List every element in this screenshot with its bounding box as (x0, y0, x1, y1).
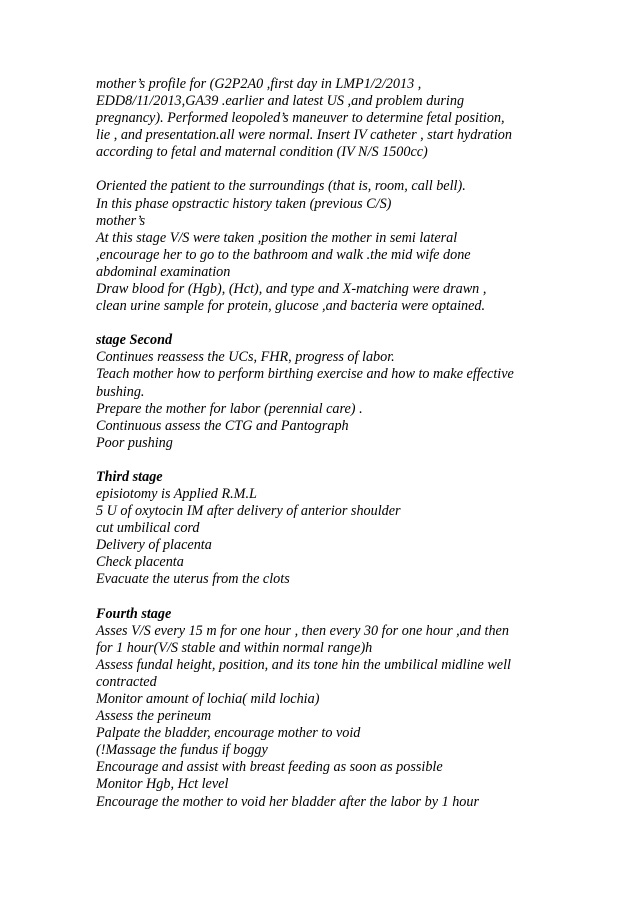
text-line: Assess the perineum (96, 708, 212, 725)
text-line: cut umbilical cord (96, 520, 200, 537)
text-line: bushing. (96, 383, 145, 400)
document-body (96, 76, 556, 811)
section-heading-second-stage: stage Second (96, 332, 173, 349)
paragraph-gap (96, 452, 556, 469)
text-line: Teach mother how to perform birthing exercise and how to make effective (96, 366, 514, 383)
text-line: pregnancy). Performed leopoled’s maneuver to determine fetal position, (96, 110, 505, 127)
text-line: Oriented the patient to the surroundings (that is, room, call bell). (96, 178, 466, 195)
section-heading-fourth-stage: Fourth stage (96, 605, 172, 622)
text-line: clean urine sample for protein, glucose ,and bacteria were optained. (96, 298, 486, 315)
text-line: Poor pushing (96, 434, 173, 451)
text-line: At this stage V/S were taken ,position the mother in semi lateral (96, 229, 458, 246)
text-line: Monitor amount of lochia( mild lochia) (96, 691, 320, 707)
text-line: episiotomy is Applied R.M.L (96, 485, 257, 502)
text-line: Delivery of placenta (96, 537, 212, 554)
text-line: mother’s (96, 212, 146, 229)
section-heading-third-stage: Third stage (96, 468, 163, 485)
text-line: Evacuate the uterus from the clots (96, 571, 290, 588)
paragraph-gap (96, 161, 556, 178)
text-line: Prepare the mother for labor (perennial care) . (96, 400, 363, 417)
text-line: mother’s profile for (G2P2A0 ,first day in LMP1/2/2013 , (96, 76, 422, 92)
first-block (96, 178, 556, 315)
text-line: Asses V/S every 15 m for one hour , then every 30 for one hour ,and then (96, 622, 509, 639)
text-line: according to fetal and maternal condition (IV N/S 1500cc) (96, 144, 428, 161)
text-line: Encourage the mother to void her bladder after the labor by 1 hour (96, 793, 480, 810)
text-line: Check placenta (96, 554, 184, 571)
text-line: EDD8/11/2013,GA39 .earlier and latest US ,and problem during (96, 93, 465, 110)
text-line: for 1 hour(V/S stable and within normal range)h (96, 639, 373, 656)
paragraph-gap (96, 589, 556, 606)
text-line: Palpate the bladder, encourage mother to void (96, 725, 361, 742)
text-line: lie , and presentation.all were normal. Insert IV catheter , start hydration (96, 127, 512, 144)
text-line: Continues reassess the UCs, FHR, progress of labor. (96, 349, 395, 366)
text-line: Draw blood for (Hgb), (Hct), and type and X-matching were drawn , (96, 281, 487, 298)
intro-paragraph (96, 76, 556, 161)
text-line: In this phase opstractic history taken (previous C/S) (96, 195, 392, 212)
text-line: Encourage and assist with breast feeding as soon as possible (96, 759, 443, 776)
text-line: Assess fundal height, position, and its tone hin the umbilical midline well (96, 656, 511, 673)
text-line: Monitor Hgb, Hct level (96, 776, 229, 793)
third-stage-section (96, 469, 556, 589)
text-line: 5 U of oxytocin IM after delivery of anterior shoulder (96, 503, 401, 520)
second-stage-section (96, 332, 556, 452)
paragraph-gap (96, 315, 556, 332)
text-line: contracted (96, 673, 157, 690)
text-line: abdominal examination (96, 263, 231, 280)
text-line: (!Massage the fundus if boggy (96, 742, 268, 759)
text-line: Continuous assess the CTG and Pantograph (96, 417, 349, 434)
fourth-stage-section (96, 606, 556, 811)
text-line: ,encourage her to go to the bathroom and walk .the mid wife done (96, 246, 471, 263)
